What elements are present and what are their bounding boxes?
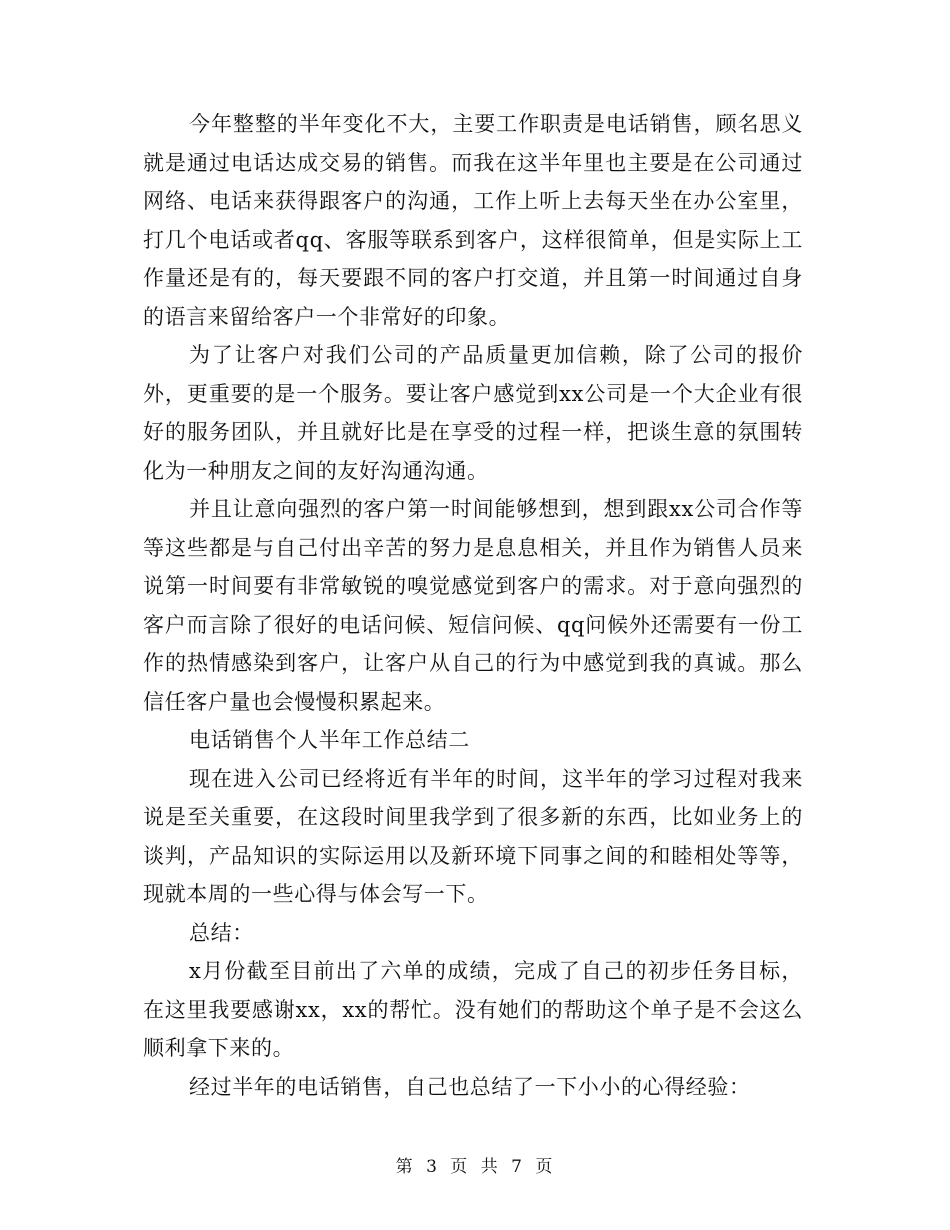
summary-label: 总结： <box>189 920 254 945</box>
page-footer <box>0 1152 950 1177</box>
footer-page-word: 页 <box>450 1157 470 1177</box>
footer-current-page: 3 <box>426 1157 439 1177</box>
paragraph-3: 并且让意向强烈的客户第一时间能够想到，想到跟xx公司合作等等这些都是与自己付出辛苦的努力是息息相关，并且作为销售人员来说第一时间要有非常敏锐的嗅觉感觉到客户的需求。对于意向强烈的客户而言除了很好的电话问候、短信问候、qq问候外还需要有一份工作的热情感染到客户，让客户从自己的行为中感觉到我的真诚。那么信任客户量也会慢慢积累起来。 <box>143 497 803 714</box>
footer-suffix: 页 <box>535 1157 555 1177</box>
footer-prefix: 第 <box>395 1157 415 1177</box>
paragraph-2: 为了让客户对我们公司的产品质量更加信赖，除了公司的报价外，更重要的是一个服务。要让客户感觉到xx公司是一个大企业有很好的服务团队，并且就好比是在享受的过程一样，把谈生意的氛围转化为一种朋友之间的友好沟通沟通。 <box>143 343 803 483</box>
footer-total-word: 共 <box>480 1157 500 1177</box>
paragraph-1: 今年整整的半年变化不大，主要工作职责是电话销售，顾名思义就是通过电话达成交易的销售。而我在这半年里也主要是在公司通过网络、电话来获得跟客户的沟通，工作上听上去每天坐在办公室里，打几个电话或者qq、客服等联系到客户，这样很简单，但是实际上工作量还是有的，每天要跟不同的客户打交道，并且第一时间通过自身的语言来留给客户一个非常好的印象。 <box>143 112 803 329</box>
section-heading: 电话销售个人半年工作总结二 <box>189 728 470 752</box>
paragraph-5: x月份截至目前出了六单的成绩，完成了自己的初步任务目标，在这里我要感谢xx，xx的帮忙。没有她们的帮助这个单子是不会这么顺利拿下来的。 <box>143 959 803 1060</box>
paragraph-6: 经过半年的电话销售，自己也总结了一下小小的心得经验： <box>189 1074 751 1099</box>
footer-total-pages: 7 <box>511 1157 524 1177</box>
document-body <box>143 105 803 1106</box>
paragraph-4: 现在进入公司已经将近有半年的时间，这半年的学习过程对我来说是至关重要，在这段时间里我学到了很多新的东西，比如业务上的谈判，产品知识的实际运用以及新环境下同事之间的和睦相处等等，现就本周的一些心得与体会写一下。 <box>143 766 803 906</box>
